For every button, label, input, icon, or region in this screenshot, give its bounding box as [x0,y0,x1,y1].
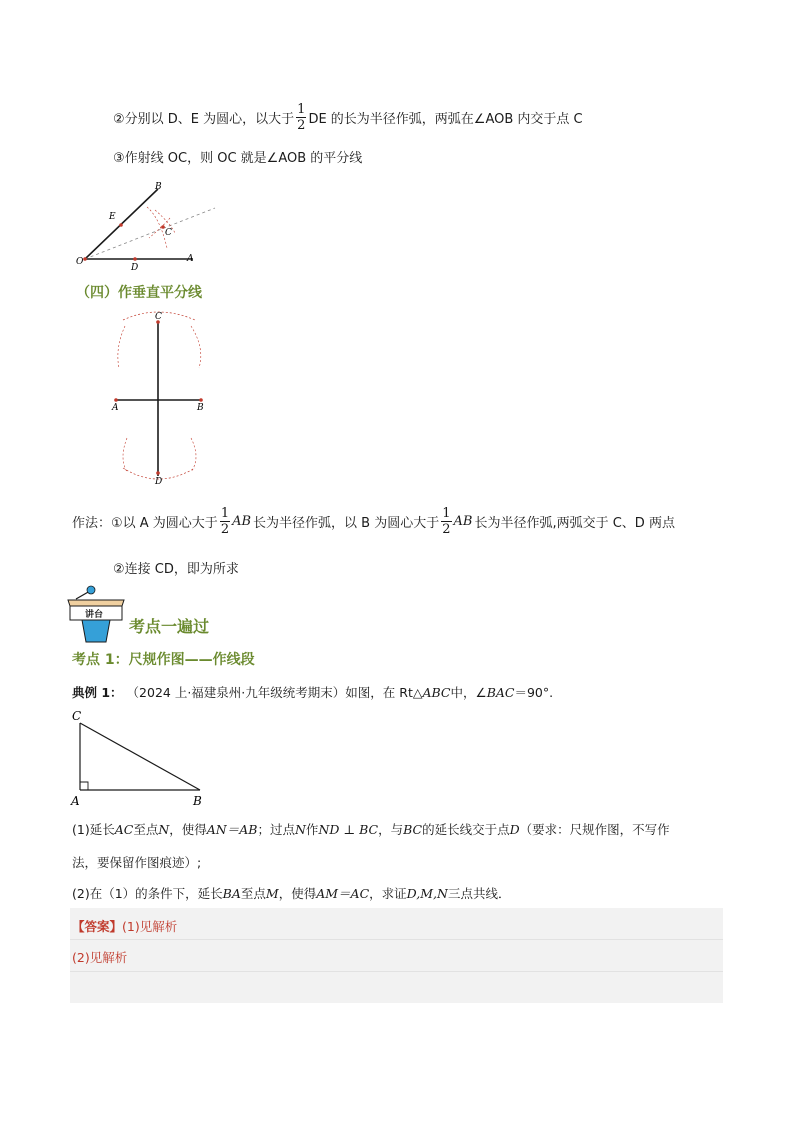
step-2-prefix: ②分别以 D、E 为圆心，以大于 [113,111,295,127]
example-source: （2024 上·福建泉州·九年级统考期末）如图，在 Rt△ [126,685,423,700]
question-2-line: (2)在（1）的条件下，延长BA至点M，使得AM＝AC，求证D,M,N三点共线． [72,886,511,901]
angle-bisector-figure [75,178,225,273]
method-var-ab-1: AB [232,513,252,529]
fraction-half-2: $\frac{1}{2}$ [442,505,451,537]
label-d2: D [155,477,163,487]
step-2-suffix: DE 的长为半径作弧，两弧在∠AOB 内交于点 C [308,111,583,127]
label-a2: A [112,403,119,413]
step-3-line: ③作射线 OC，则 OC 就是∠AOB 的平分线 [113,151,363,166]
step-2-line [113,100,583,134]
banner-title: 考点一遍过 [129,617,210,636]
right-triangle-figure [68,706,213,811]
arc-left-top [118,326,125,368]
arc-left-bottom [123,438,127,472]
label-a: A [187,254,194,264]
arc-right-bottom [191,438,196,472]
method-part-2: 长为半径作弧，以 B 为圆心大于 [253,515,440,531]
example-1-line: 典例 1： （2024 上·福建泉州·九年级统考期末）如图，在 Rt△ABC中，∠BAC＝90°. [72,685,554,700]
arc-right-top [191,326,201,368]
question-1-line-1: (1)延长AC至点N，使得AN＝AB；过点N作ND ⊥ BC，与BC的延长线交于点D（要求：尺规作图，不写作 [72,822,670,837]
answer-2: (2)见解析 [72,950,128,965]
answer-block [70,908,723,1003]
label-d: D [131,263,139,273]
point-d [133,257,137,261]
label-c2: C [155,312,162,322]
label-b: B [155,182,162,192]
point-b2 [199,398,203,402]
connect-line: ②连接 CD，即为所求 [113,562,239,577]
topic-1-heading: 考点 1：尺规作图——作线段 [72,652,255,668]
point-a2 [114,398,118,402]
label-b3: B [193,794,202,808]
right-angle-mark [80,782,88,790]
side-bc [80,723,200,790]
answer-1: (1)见解析 [122,919,178,934]
label-a3: A [71,794,80,808]
label-c3: C [72,709,82,723]
badge-text: 讲台 [85,610,104,620]
lectern-icon [64,582,130,644]
fraction-half: $\frac{1}{2}$ [297,101,306,133]
label-b2: B [197,403,204,413]
label-o: O [76,257,84,267]
section-4-heading: （四）作垂直平分线 [76,285,202,301]
label-c: C [165,228,172,238]
example-label: 典例 1： [72,685,123,700]
point-e [119,223,123,227]
method-var-ab-2: AB [453,513,473,529]
fraction-half-1: $\frac{1}{2}$ [220,505,230,537]
answer-1-line [72,917,177,935]
method-part-3: 长为半径作弧,两弧交于 C、D 两点 [474,515,675,531]
method-part-1: 作法：①以 A 为圆心大于 [72,515,218,531]
label-e: E [109,212,116,222]
question-1-line-2: 法，要保留作图痕迹）; [72,855,202,870]
method-line [72,503,675,539]
point-o [83,257,87,261]
ray-oc [85,208,215,259]
perpendicular-bisector-figure [105,308,225,488]
point-d2 [156,471,160,475]
answer-label: 【答案】 [72,919,123,934]
